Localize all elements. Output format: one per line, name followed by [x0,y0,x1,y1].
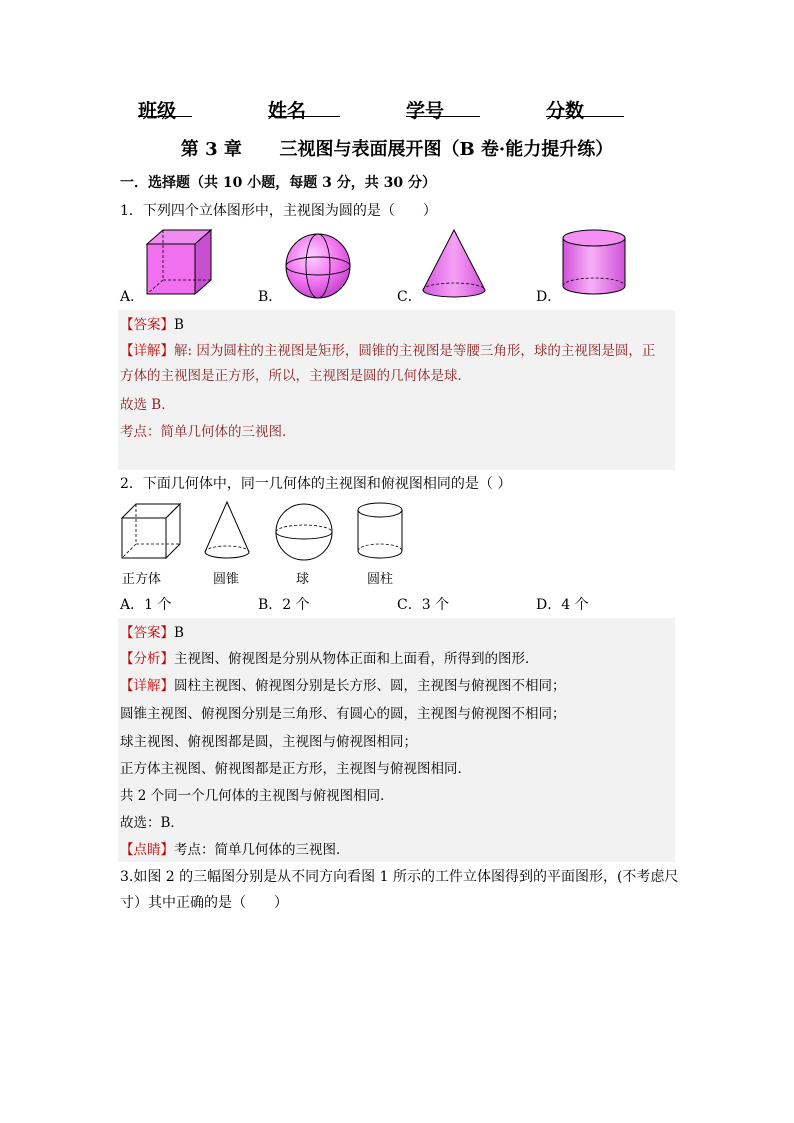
caption-sphere: 球 [296,572,310,587]
q2-answer: 【答案】B [120,625,184,641]
q1-option-a[interactable]: A． [120,289,145,305]
cube-outline-figure [120,502,182,560]
q1-choose: 故选 B． [120,397,175,413]
q2-point: 【点睛】考点：简单几何体的三视图． [120,842,350,858]
q2-detail-1: 【详解】圆柱主视图、俯视图分别是长方形、圆，主视图与俯视图不相同； [120,678,566,694]
cube-figure [145,228,215,298]
sphere-figure [284,232,354,300]
q1-point: 考点：简单几何体的三视图． [120,424,296,440]
question-3-stem-line-2: 寸）其中正确的是（ ） [120,895,288,911]
cylinder-outline-figure [356,501,404,561]
q2-detail-3: 球主视图、俯视图都是圆，主视图与俯视图相同； [120,734,417,750]
caption-cone: 圆锥 [213,572,240,587]
caption-cylinder: 圆柱 [367,572,394,587]
cylinder-figure [561,228,627,298]
q1-option-c[interactable]: C． [397,289,422,305]
q2-option-d[interactable]: D．4 个 [536,597,589,613]
cone-figure [421,228,487,300]
q2-analysis: 【分析】主视图、俯视图是分别从物体正面和上面看，所得到的图形． [120,651,539,667]
section-heading: 一．选择题（共 10 小题，每题 3 分，共 30 分） [120,175,436,191]
q1-detail-1: 【详解】解: 因为圆柱的主视图是矩形，圆锥的主视图是等腰三角形，球的主视图是圆，正 [120,343,656,359]
question-1-stem: 1．下列四个立体图形中，主视图为圆的是（ ） [120,203,437,219]
question-3-stem-line-1: 3.如图 2 的三幅图分别是从不同方向看图 1 所示的工件立体图得到的平面图形，(不考虑尺 [120,869,679,885]
q1-answer-box [118,310,675,470]
page-title: 第 3 章 三视图与表面展开图（B 卷·能力提升练） [180,139,614,160]
q2-option-a[interactable]: A．1 个 [120,597,172,613]
q1-detail-2: 方体的主视图是正方形，所以，主视图是圆的几何体是球． [120,368,471,384]
q2-detail-5: 共 2 个同一个几何体的主视图与俯视图相同． [120,788,394,804]
q1-answer: 【答案】B [120,317,184,333]
q2-option-b[interactable]: B．2 个 [258,597,310,613]
student-info-row: 班级 姓名 学号 分数 [138,96,678,122]
cone-outline-figure [203,500,251,560]
question-2-stem: 2．下面几何体中，同一几何体的主视图和俯视图相同的是（ ） [120,476,512,492]
q2-option-c[interactable]: C．3 个 [397,597,450,613]
q1-option-b[interactable]: B． [258,289,283,305]
q2-choose: 故选：B． [120,815,184,831]
q2-detail-4: 正方体主视图、俯视图都是正方形，主视图与俯视图相同． [120,761,471,777]
q1-option-d[interactable]: D． [536,289,562,305]
caption-cube: 正方体 [122,572,162,587]
sphere-outline-figure [273,503,335,561]
q2-detail-2: 圆锥主视图、俯视图分别是三角形、有圆心的圆，主视图与俯视图不相同； [120,706,566,722]
